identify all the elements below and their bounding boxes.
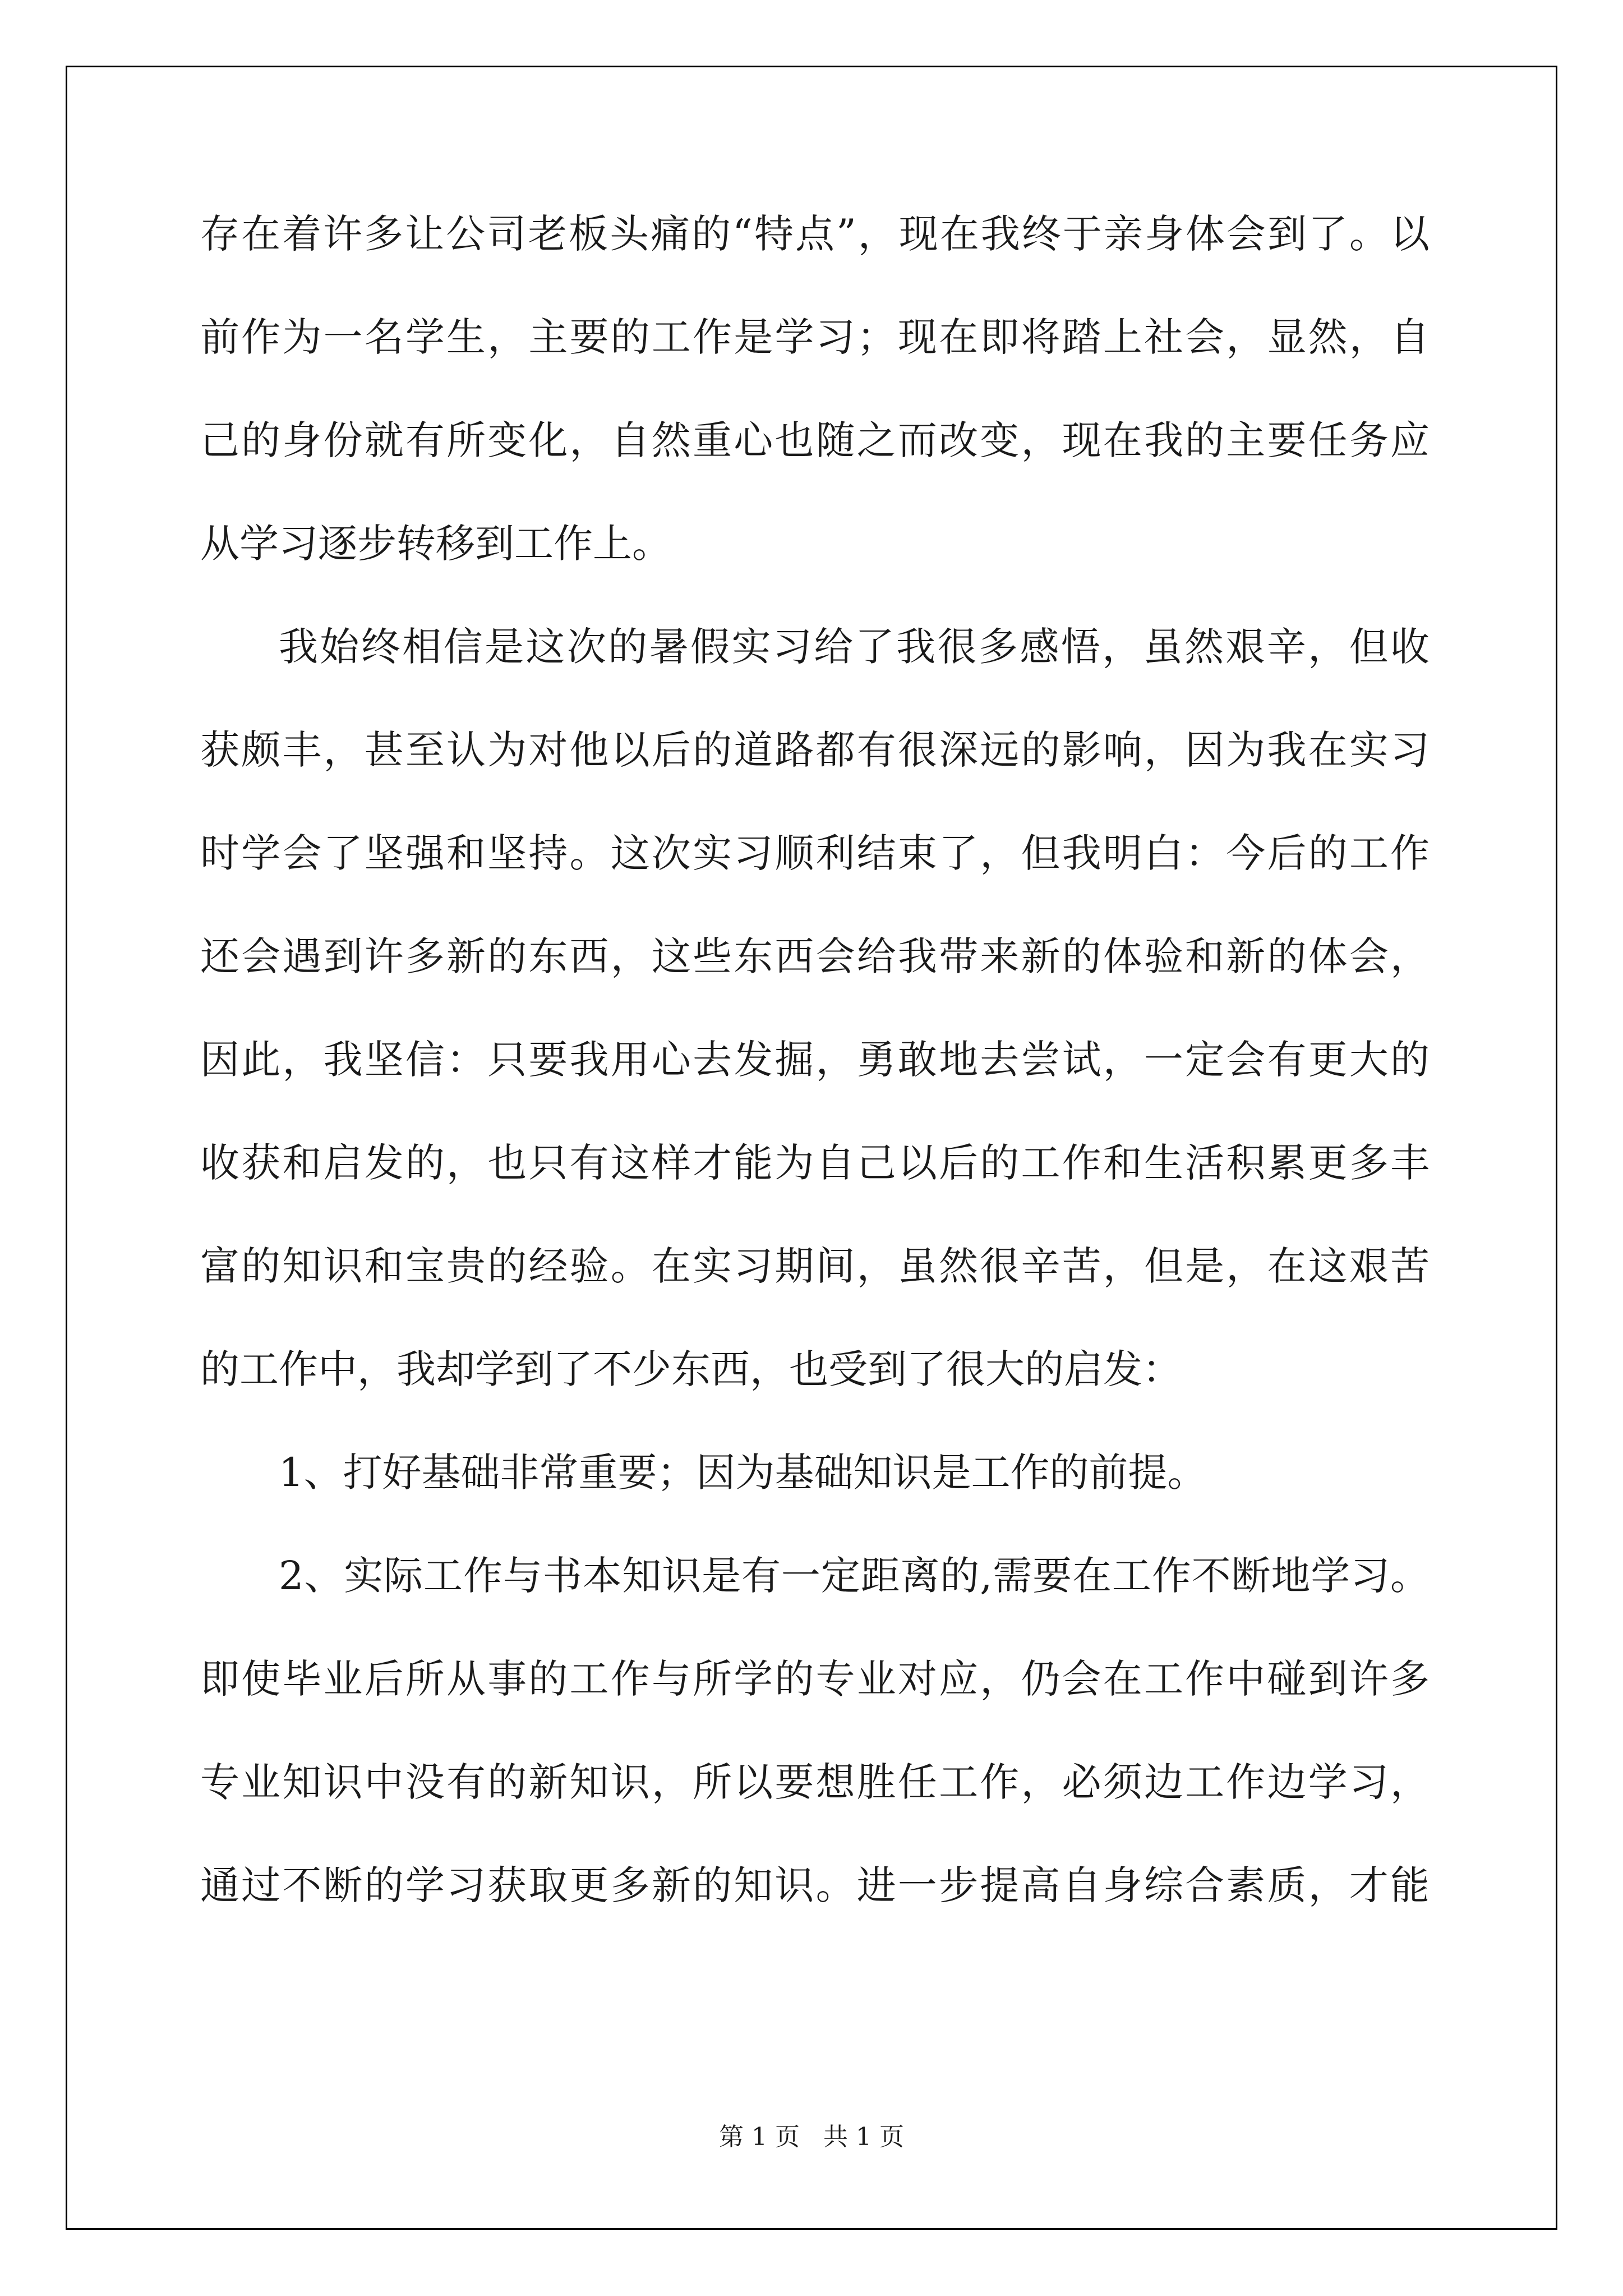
document-body [200, 182, 1430, 1937]
text-line: 收获和启发的，也只有这样才能为自己以后的工作和生活积累更多丰 [200, 1140, 1430, 1186]
text-line: 即使毕业后所从事的工作与所学的专业对应，仍会在工作中碰到许多 [200, 1656, 1430, 1702]
page-total: 共 1 页 [823, 2123, 904, 2151]
text-line: 从学习逐步转移到工作上。 [200, 521, 671, 567]
text-line: 通过不断的学习获取更多新的知识。进一步提高自身综合素质，才能 [200, 1862, 1430, 1908]
text-line: 1、打好基础非常重要；因为基础知识是工作的前提。 [279, 1450, 1207, 1496]
text-line: 时学会了坚强和坚持。这次实习顺利结束了，但我明白：今后的工作 [200, 830, 1430, 876]
text-line: 前作为一名学生，主要的工作是学习；现在即将踏上社会，显然，自 [200, 314, 1430, 360]
page-number: 第 1 页 [719, 2123, 800, 2151]
text-line: 还会遇到许多新的东西，这些东西会给我带来新的体验和新的体会， [200, 933, 1430, 979]
text-line: 因此，我坚信：只要我用心去发掘，勇敢地去尝试，一定会有更大的 [200, 1037, 1430, 1083]
text-line: 的工作中，我却学到了不少东西，也受到了很大的启发： [200, 1346, 1182, 1392]
page-footer [0, 2120, 1623, 2154]
text-line: 富的知识和宝贵的经验。在实习期间，虽然很辛苦，但是，在这艰苦 [200, 1243, 1430, 1289]
text-line: 存在着许多让公司老板头痛的“特点”，现在我终于亲身体会到了。以 [200, 211, 1430, 257]
text-line: 2、实际工作与书本知识是有一定距离的,需要在工作不断地学习。 [279, 1553, 1430, 1599]
text-line: 己的身份就有所变化，自然重心也随之而改变，现在我的主要任务应 [200, 417, 1430, 463]
text-line: 专业知识中没有的新知识，所以要想胜任工作，必须边工作边学习， [200, 1759, 1430, 1805]
text-line: 获颇丰，甚至认为对他以后的道路都有很深远的影响，因为我在实习 [200, 727, 1430, 773]
text-line: 我始终相信是这次的暑假实习给了我很多感悟，虽然艰辛，但收 [279, 624, 1430, 670]
